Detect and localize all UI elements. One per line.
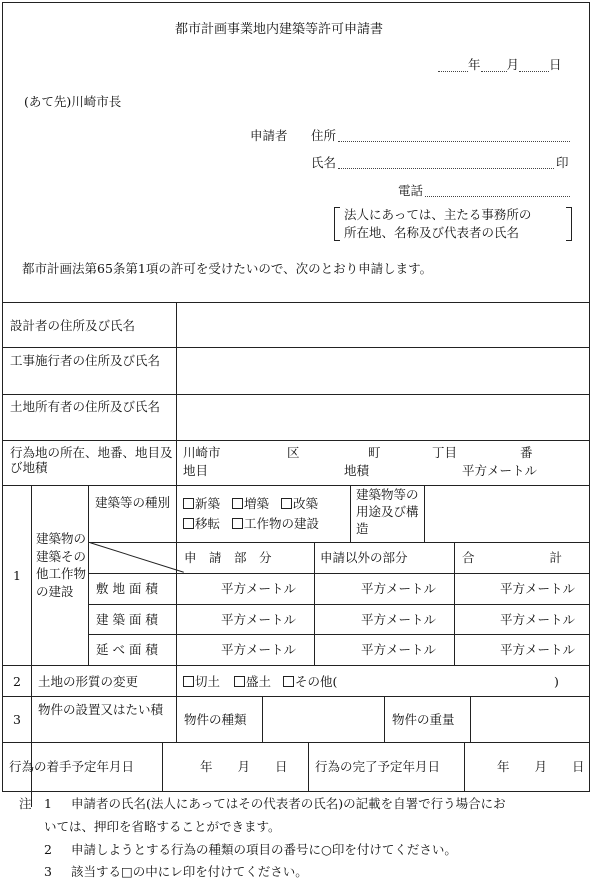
object-kind-label: 物件の種類	[184, 712, 247, 727]
note-bracket-left	[334, 207, 340, 241]
unit-cell[interactable]: 平方メートル	[500, 612, 576, 627]
location-chimoku: 地目	[183, 463, 209, 478]
option-add[interactable]: 増築	[232, 496, 269, 511]
applicant-name-field[interactable]	[338, 155, 554, 169]
applicant-address-label: 住所	[311, 128, 337, 143]
area-row-building: 建 築 面 積	[96, 612, 158, 627]
unit-cell[interactable]: 平方メートル	[500, 581, 576, 596]
col-total-header: 合 計	[462, 550, 563, 565]
contractor-label: 工事施行者の住所及び氏名	[10, 353, 161, 368]
location-ku: 区	[287, 445, 300, 460]
location-city: 川崎市	[183, 445, 221, 460]
location-ban: 番	[520, 445, 533, 460]
object-weight-label: 物件の重量	[392, 712, 455, 727]
checkbox-icon	[234, 676, 245, 687]
area-row-site: 敷 地 面 積	[96, 581, 158, 596]
designer-label: 設計者の住所及び氏名	[10, 318, 136, 333]
checkbox-icon	[232, 498, 243, 509]
note3-text: 該当する□の中にレ印を付けてください。	[71, 864, 308, 879]
checkbox-icon	[183, 498, 194, 509]
section2-number: 2	[13, 674, 21, 689]
corporate-note-line1: 法人にあっては、主たる事務所の	[344, 207, 532, 222]
location-label: 行為地の所在、地番、地目及び地積	[10, 445, 173, 475]
section2-label: 土地の形質の変更	[38, 674, 139, 689]
addressee: (あて先)川崎市長	[24, 94, 122, 109]
intro-text: 都市計画法第65条第1項の許可を受けたいので、次のとおり申請します。	[22, 261, 433, 276]
area-row-floor: 延 べ 面 積	[96, 642, 158, 657]
checkbox-icon	[283, 676, 294, 687]
contractor-field[interactable]	[178, 349, 588, 393]
option-cut[interactable]: 切土	[183, 674, 220, 689]
note3-number: 3	[44, 864, 52, 879]
col-other-header: 申請以外の部分	[320, 550, 408, 565]
month-field[interactable]	[481, 58, 507, 72]
note2-number: 2	[44, 842, 52, 857]
note2-text: 申請しようとする行為の種類の項目の番号に○印を付けてください。	[71, 842, 457, 857]
location-chome: 丁目	[432, 445, 458, 460]
kind-options-row1	[183, 496, 318, 511]
option-rebuild[interactable]: 改築	[281, 496, 318, 511]
day-label: 日	[549, 57, 562, 72]
start-date-field[interactable]: 年 月 日	[200, 759, 288, 774]
section3-label: 物件の設置又はたい積	[38, 702, 164, 717]
unit-cell[interactable]: 平方メートル	[221, 612, 297, 627]
col-applied-header: 申 請 部 分	[184, 550, 272, 565]
kind-options-row2	[183, 516, 319, 531]
option-move[interactable]: 移転	[183, 516, 220, 531]
location-unit: 平方メートル	[462, 463, 538, 478]
end-date-field[interactable]: 年 月 日	[497, 759, 585, 774]
use-structure-field[interactable]	[426, 487, 588, 541]
section1-label: 建築物の建築その他工作物の建設	[36, 531, 87, 599]
section2-options	[183, 674, 337, 689]
kind-label: 建築等の種別	[95, 495, 171, 510]
checkbox-icon	[232, 518, 243, 529]
section1-number: 1	[13, 568, 21, 583]
unit-cell[interactable]: 平方メートル	[361, 581, 437, 596]
applicant-name-label: 氏名	[311, 155, 337, 170]
applicant-label: 申請者	[250, 128, 288, 143]
year-field[interactable]	[438, 58, 468, 72]
note1-line-a: 申請者の氏名(法人にあってはその代表者の氏名)の記載を自署で行う場合にお	[71, 796, 506, 811]
location-chiseki: 地積	[344, 463, 370, 478]
applicant-address-field[interactable]	[338, 128, 570, 142]
object-kind-field[interactable]	[264, 698, 382, 740]
checkbox-icon	[183, 518, 194, 529]
owner-label: 土地所有者の住所及び氏名	[10, 399, 161, 414]
seal-mark: 印	[556, 155, 569, 170]
end-date-label: 行為の完了予定年月日	[315, 759, 441, 774]
owner-field[interactable]	[178, 396, 588, 439]
other-close-paren: )	[554, 674, 559, 689]
day-field[interactable]	[519, 58, 549, 72]
note-bracket-right	[566, 207, 572, 241]
option-fill[interactable]: 盛土	[234, 674, 271, 689]
unit-cell[interactable]: 平方メートル	[221, 581, 297, 596]
checkbox-icon	[183, 676, 194, 687]
option-new[interactable]: 新築	[183, 496, 220, 511]
designer-field[interactable]	[178, 304, 588, 346]
notes-head: 注	[19, 796, 32, 811]
month-label: 月	[506, 57, 520, 72]
applicant-phone-field[interactable]	[425, 183, 570, 197]
note1-line-b: いては、押印を省略することができます。	[44, 819, 281, 834]
object-weight-field[interactable]	[472, 698, 588, 740]
checkbox-icon	[281, 498, 292, 509]
date-line	[438, 57, 562, 72]
applicant-phone-label: 電話	[398, 183, 424, 198]
year-label: 年	[468, 57, 481, 72]
section3-number: 3	[13, 712, 21, 727]
use-structure-label: 建築物等の用途及び構造	[356, 487, 419, 536]
location-machi: 町	[368, 445, 381, 460]
note1-number: 1	[44, 796, 52, 811]
unit-cell[interactable]: 平方メートル	[500, 642, 576, 657]
unit-cell[interactable]: 平方メートル	[361, 612, 437, 627]
unit-cell[interactable]: 平方メートル	[361, 642, 437, 657]
start-date-label: 行為の着手予定年月日	[9, 759, 135, 774]
unit-cell[interactable]: 平方メートル	[221, 642, 297, 657]
option-other[interactable]: その他(	[283, 674, 337, 689]
corporate-note-line2: 所在地、名称及び代表者の氏名	[344, 225, 520, 240]
option-structure[interactable]: 工作物の建設	[232, 516, 319, 531]
form-title: 都市計画事業地内建築等許可申請書	[175, 22, 384, 37]
